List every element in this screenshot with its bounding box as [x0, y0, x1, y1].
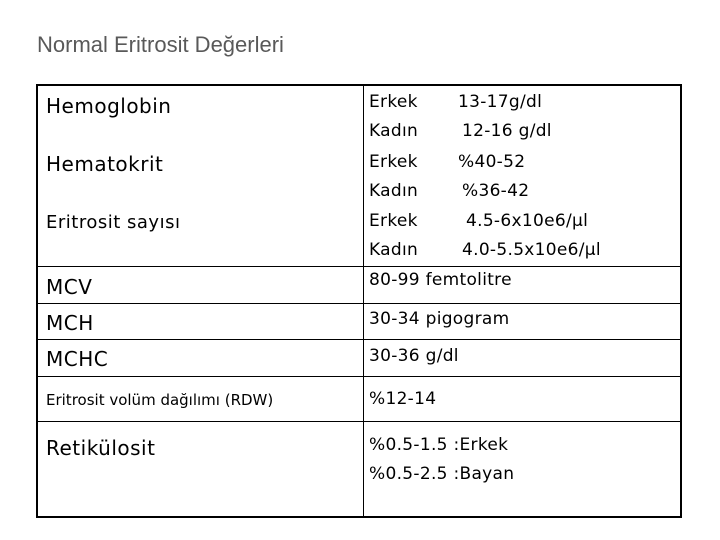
mchc-value: 30-36 g/dl [369, 346, 459, 366]
row-label-mcv: MCV [46, 275, 93, 299]
erythrocyte-values-table [36, 84, 682, 518]
hemoglobin-female-label: Kadın [369, 121, 419, 141]
retikulosit-male-value: %0.5-1.5 :Erkek [369, 435, 509, 455]
hematokrit-male-label: Erkek [369, 152, 418, 172]
hemoglobin-male-label: Erkek [369, 92, 418, 112]
table-row-mchc [38, 339, 680, 377]
slide-title: Normal Eritrosit Değerleri [37, 32, 284, 57]
eritrosit-sayisi-female-value: 4.0-5.5x10e6/μl [462, 240, 601, 260]
row-label-hemoglobin: Hemoglobin [46, 94, 172, 118]
row-label-eritrosit-sayisi: Eritrosit sayısı [46, 212, 181, 233]
hematokrit-female-value: %36-42 [462, 181, 530, 201]
eritrosit-sayisi-male-label: Erkek [369, 211, 418, 231]
row-label-mchc: MCHC [46, 347, 109, 371]
table-row-sex-based [38, 86, 680, 266]
table-row-mch [38, 303, 680, 340]
mcv-value: 80-99 femtolitre [369, 270, 512, 290]
row-label-rdw: Eritrosit volüm dağılımı (RDW) [46, 391, 274, 409]
hematokrit-male-value: %40-52 [458, 152, 526, 172]
mch-value: 30-34 pigogram [369, 309, 510, 329]
row-label-mch: MCH [46, 311, 94, 335]
hemoglobin-female-value: 12-16 g/dl [462, 121, 552, 141]
row-label-retikulosit: Retikülosit [46, 436, 156, 460]
row-label-hematokrit: Hematokrit [46, 152, 164, 176]
eritrosit-sayisi-female-label: Kadın [369, 240, 419, 260]
table-row-mcv [38, 266, 680, 304]
hemoglobin-male-value: 13-17g/dl [458, 92, 543, 112]
eritrosit-sayisi-male-value: 4.5-6x10e6/μl [466, 211, 589, 231]
table-row-rdw [38, 376, 680, 422]
hematokrit-female-label: Kadın [369, 181, 419, 201]
column-divider [363, 86, 364, 516]
retikulosit-female-value: %0.5-2.5 :Bayan [369, 464, 515, 484]
rdw-value: %12-14 [369, 389, 437, 409]
table-row-retikulosit [38, 421, 680, 517]
